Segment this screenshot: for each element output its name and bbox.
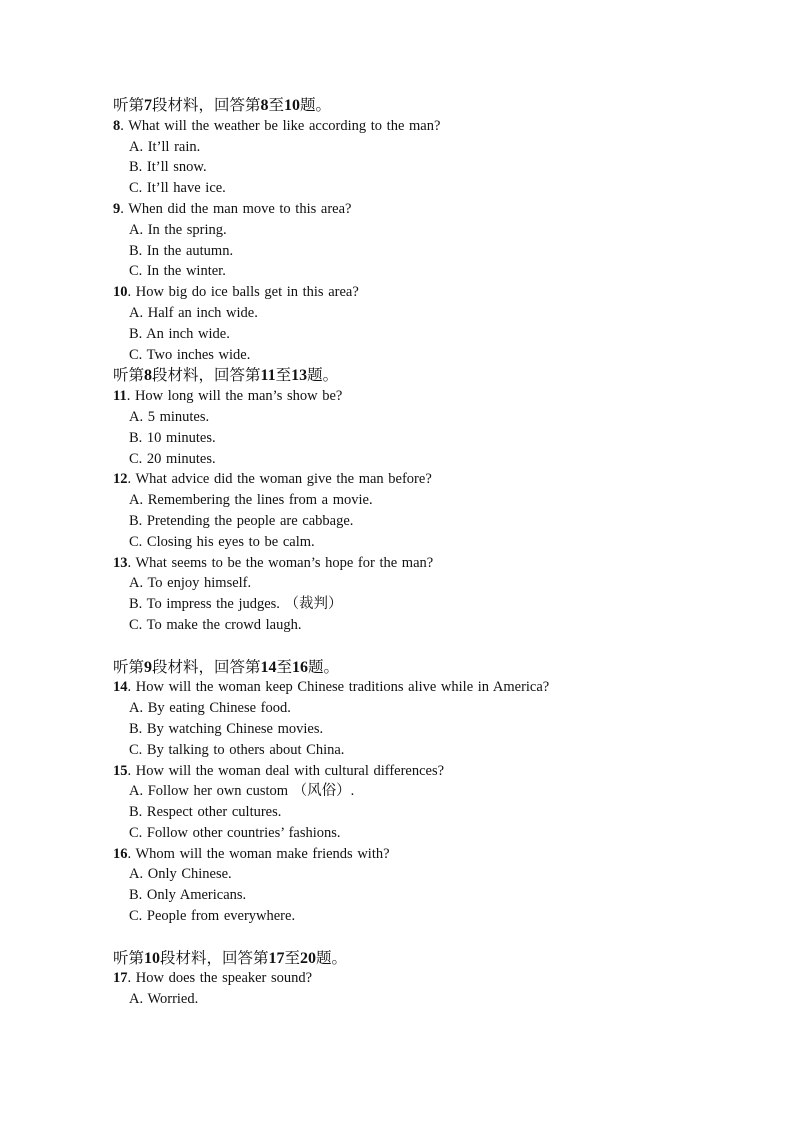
question-to: 13 [291, 367, 308, 385]
option: A. Remembering the lines from a movie. [129, 492, 373, 509]
header-text: 题。 [300, 96, 332, 114]
header-text: 段材料，回答第 [152, 96, 261, 114]
option: A. To enjoy himself. [129, 575, 252, 592]
question-from: 17 [268, 949, 285, 967]
question-from: 11 [260, 367, 276, 385]
listening-section-content [113, 95, 713, 1010]
question-16 [113, 844, 713, 865]
question-from: 14 [260, 658, 277, 676]
header-text: 至 [276, 657, 293, 676]
option: C. People from everywhere. [129, 908, 296, 925]
option: B. In the autumn. [129, 242, 234, 259]
section-header-8 [113, 365, 713, 386]
question-to: 16 [292, 658, 309, 676]
header-text: 听第 [113, 366, 145, 385]
section-header-10 [113, 948, 713, 969]
option: A. 5 minutes. [129, 408, 210, 425]
segment-number: 8 [144, 367, 153, 385]
option: B. 10 minutes. [129, 429, 216, 446]
question-text: . How big do ice balls get in this area? [127, 284, 359, 301]
question-number: 10 [113, 284, 128, 301]
segment-number: 10 [144, 949, 161, 967]
question-text: . What advice did the woman give the man before? [127, 471, 432, 488]
option: A. Only Chinese. [129, 866, 232, 883]
option: A. In the spring. [129, 221, 227, 238]
header-text: 听第 [113, 96, 145, 114]
question-8 [113, 116, 713, 137]
question-9 [113, 199, 713, 220]
option: A. By eating Chinese food. [129, 700, 291, 717]
question-text: . What will the weather be like according to the man? [120, 117, 441, 134]
question-text: . How will the woman keep Chinese traditions alive while in America? [127, 679, 550, 696]
header-text: 段材料，回答第 [160, 948, 269, 967]
option: A. Worried. [129, 991, 199, 1008]
question-number: 16 [113, 845, 128, 862]
blank-line [113, 927, 713, 948]
question-number: 14 [113, 679, 128, 696]
question-text: . How does the speaker sound? [127, 970, 313, 987]
question-number: 11 [113, 388, 127, 405]
option: C. By talking to others about China. [129, 741, 345, 758]
question-17 [113, 968, 713, 989]
option: B. Pretending the people are cabbage. [129, 512, 354, 529]
header-text: 至 [275, 366, 292, 385]
question-number: 15 [113, 762, 128, 779]
header-text: 段材料，回答第 [152, 657, 261, 676]
header-text: 至 [284, 948, 301, 967]
question-text: . When did the man move to this area? [120, 200, 352, 217]
segment-number: 7 [144, 97, 153, 114]
question-13 [113, 553, 713, 574]
question-from: 8 [260, 97, 269, 114]
option: A. It’ll rain. [129, 138, 201, 155]
header-text: 至 [268, 96, 285, 114]
question-11 [113, 386, 713, 407]
question-number: 17 [113, 970, 128, 987]
header-text: 段材料，回答第 [152, 366, 261, 385]
header-text: 题。 [316, 948, 348, 967]
option: C. Follow other countries’ fashions. [129, 824, 341, 841]
option: B. It’ll snow. [129, 159, 207, 176]
option: C. Closing his eyes to be calm. [129, 533, 315, 550]
question-14 [113, 677, 713, 698]
question-number: 13 [113, 554, 128, 571]
question-15 [113, 761, 713, 782]
blank-line [113, 636, 713, 657]
option: C. In the winter. [129, 263, 226, 280]
question-to: 10 [284, 97, 301, 114]
option: B. By watching Chinese movies. [129, 720, 324, 737]
option: A. Follow her own custom （风俗）. [129, 783, 355, 800]
option: B. Respect other cultures. [129, 804, 282, 821]
header-text: 听第 [113, 657, 145, 676]
option: C. 20 minutes. [129, 450, 216, 467]
section-header-7 [113, 95, 713, 116]
question-10 [113, 282, 713, 303]
header-text: 听第 [113, 948, 145, 967]
segment-number: 9 [144, 658, 153, 676]
option: B. To impress the judges. （裁判） [129, 596, 343, 613]
option: C. To make the crowd laugh. [129, 616, 302, 633]
question-number: 9 [113, 200, 121, 217]
question-12 [113, 469, 713, 490]
option: C. It’ll have ice. [129, 180, 226, 197]
option: C. Two inches wide. [129, 346, 251, 363]
option: B. Only Americans. [129, 887, 247, 904]
header-text: 题。 [307, 366, 339, 385]
question-number: 12 [113, 471, 128, 488]
option: A. Half an inch wide. [129, 304, 258, 321]
question-text: . What seems to be the woman’s hope for the man? [127, 554, 434, 571]
section-header-9 [113, 657, 713, 678]
option: B. An inch wide. [129, 325, 230, 342]
question-text: . How will the woman deal with cultural differences? [127, 762, 445, 779]
header-text: 题。 [308, 657, 340, 676]
question-to: 20 [300, 949, 317, 967]
question-number: 8 [113, 117, 121, 134]
question-text: . How long will the man’s show be? [126, 388, 343, 405]
question-text: . Whom will the woman make friends with? [127, 845, 390, 862]
